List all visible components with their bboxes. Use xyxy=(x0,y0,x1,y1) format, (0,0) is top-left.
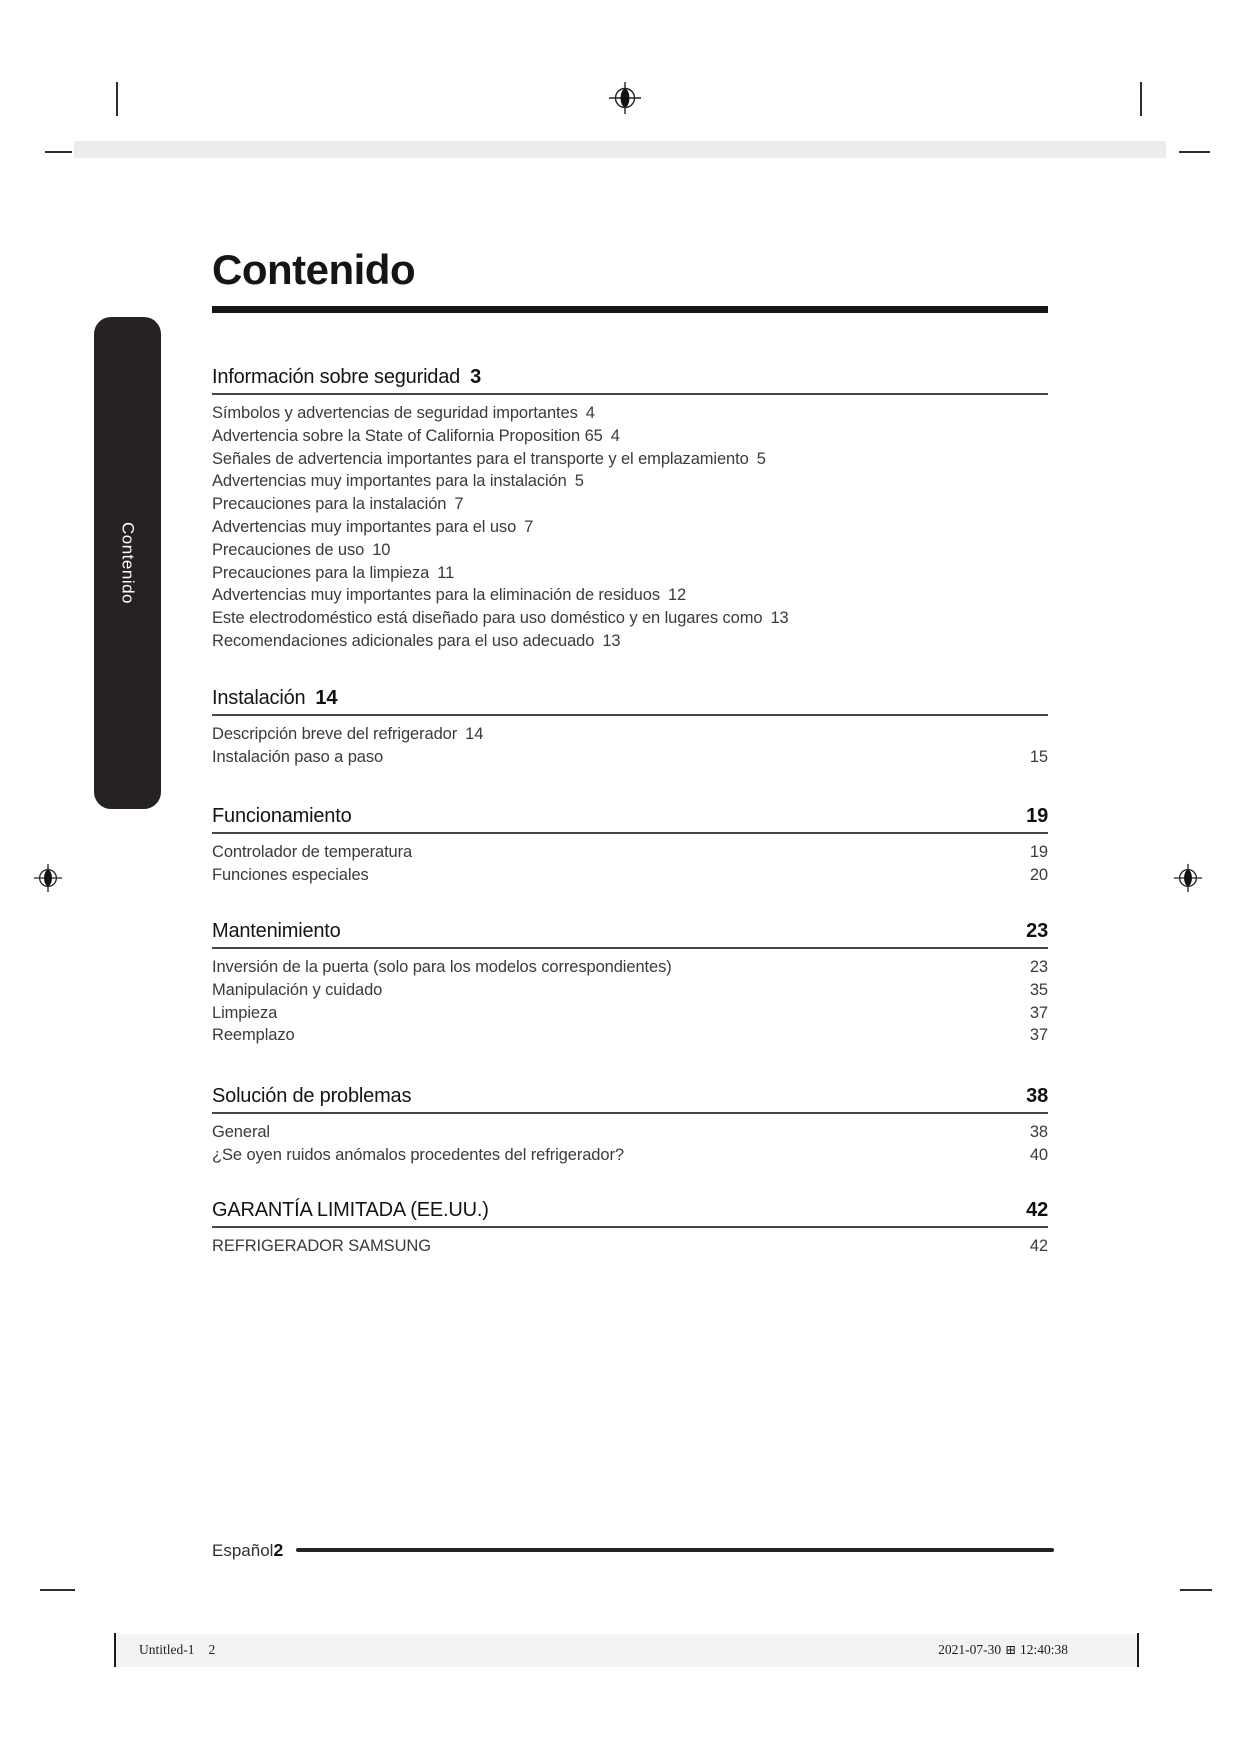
section-rule xyxy=(212,832,1048,834)
section-rule xyxy=(212,1226,1048,1228)
toc-item-label: General xyxy=(212,1123,271,1141)
slug-bar-left xyxy=(114,1633,116,1667)
toc-item-page: 4 xyxy=(610,426,620,445)
toc-item xyxy=(212,1235,1048,1258)
toc-item-page: 13 xyxy=(602,631,621,650)
toc-item xyxy=(212,402,1048,425)
section-heading-page: 23 xyxy=(1026,920,1048,942)
footer-page-number: 2 xyxy=(273,1540,284,1560)
toc-item xyxy=(212,607,1048,630)
section-heading-row xyxy=(212,1197,1048,1223)
toc-item-label: Precauciones para la instalación xyxy=(212,495,447,514)
toc-item-label: REFRIGERADOR SAMSUNG xyxy=(212,1237,431,1255)
toc-item-page: 20 xyxy=(1029,865,1048,884)
toc-item-page: 5 xyxy=(574,472,584,491)
registration-mark-icon xyxy=(608,81,642,115)
toc-item-label: Este electrodoméstico está diseñado para uso doméstico y en lugares como xyxy=(212,609,763,628)
toc-item xyxy=(212,448,1048,471)
toc-item-list xyxy=(212,402,1048,653)
toc-item-label: Advertencias muy importantes para el uso xyxy=(212,517,517,536)
toc-item-page: 11 xyxy=(437,563,455,582)
section-heading-row xyxy=(212,364,1048,390)
toc-section xyxy=(212,1083,1048,1167)
toc-item xyxy=(212,425,1048,448)
toc-section xyxy=(212,364,1048,653)
crop-mark-top-right-dash xyxy=(1179,151,1210,153)
section-heading-page: 19 xyxy=(1026,805,1048,827)
section-heading-row xyxy=(212,1083,1048,1109)
toc-item xyxy=(212,864,1048,887)
toc-item-page: 15 xyxy=(1029,747,1048,766)
toc-item-label: ¿Se oyen ruidos anómalos procedentes del refrigerador? xyxy=(212,1145,624,1164)
toc-item-page: 38 xyxy=(1029,1123,1048,1141)
toc-item-page: 35 xyxy=(1029,980,1048,999)
section-rule xyxy=(212,393,1048,395)
toc-item xyxy=(212,956,1048,979)
slug-doc-page: 2 xyxy=(208,1642,216,1657)
toc-item-page: 19 xyxy=(1029,843,1048,861)
toc-item xyxy=(212,493,1048,516)
crop-mark-top-left-dash xyxy=(45,151,72,153)
toc-item-label: Manipulación y cuidado xyxy=(212,980,383,999)
toc-item-label: Descripción breve del refrigerador xyxy=(212,725,458,743)
toc-item-label: Advertencias muy importantes para la instalación xyxy=(212,472,567,491)
chapter-tab-contenido xyxy=(94,317,161,809)
crop-mark-top-left-vertical xyxy=(116,82,118,116)
toc-item-label: Limpieza xyxy=(212,1003,278,1022)
section-heading: Solución de problemas xyxy=(212,1085,412,1107)
section-heading-page: 42 xyxy=(1026,1199,1048,1221)
toc-item xyxy=(212,1144,1048,1167)
toc-item-label: Reemplazo xyxy=(212,1026,295,1045)
toc-item-list xyxy=(212,1235,1048,1258)
section-heading-page: 3 xyxy=(470,366,482,388)
toc-item-page: 40 xyxy=(1029,1145,1048,1164)
toc-item-page: 5 xyxy=(756,449,766,468)
section-heading-row xyxy=(212,918,1048,944)
section-heading-page: 38 xyxy=(1026,1085,1048,1107)
toc-item-label: Inversión de la puerta (solo para los modelos correspondientes) xyxy=(212,958,672,976)
boxed-glyph-icon: ⊞ xyxy=(1005,1642,1016,1657)
title-rule xyxy=(212,306,1048,313)
toc-item-list xyxy=(212,1121,1048,1167)
section-heading: Información sobre seguridad xyxy=(212,366,461,388)
toc-item-page: 4 xyxy=(585,404,595,422)
toc-item xyxy=(212,562,1048,585)
slug-doc-name: Untitled-1 xyxy=(139,1642,195,1657)
toc-item-label: Advertencias muy importantes para la eliminación de residuos xyxy=(212,586,660,605)
toc-item xyxy=(212,841,1048,864)
toc-item-label: Advertencia sobre la State of California Proposition 65 xyxy=(212,426,603,445)
toc-item xyxy=(212,1024,1048,1047)
section-rule xyxy=(212,1112,1048,1114)
toc-item xyxy=(212,746,1048,769)
chapter-tab-label: Contenido xyxy=(118,521,138,604)
toc-item-label: Funciones especiales xyxy=(212,865,369,884)
toc-item-label: Recomendaciones adicionales para el uso adecuado xyxy=(212,631,595,650)
toc-item-label: Señales de advertencia importantes para el transporte y el emplazamiento xyxy=(212,449,749,468)
slug-bar-right xyxy=(1137,1633,1139,1667)
section-heading-page: 14 xyxy=(315,687,338,709)
toc-item-page: 14 xyxy=(465,725,484,743)
toc-item xyxy=(212,723,1048,746)
toc-item-label: Instalación paso a paso xyxy=(212,747,384,766)
toc-item-page: 13 xyxy=(770,609,789,628)
toc-item-page: 37 xyxy=(1029,1026,1048,1045)
toc-item-list xyxy=(212,723,1048,769)
toc-item-label: Controlador de temperatura xyxy=(212,843,413,861)
toc-item xyxy=(212,584,1048,607)
toc-section xyxy=(212,1197,1048,1258)
toc-item-page: 10 xyxy=(372,540,391,559)
toc-item xyxy=(212,516,1048,539)
slug-document-info xyxy=(139,1642,215,1658)
toc-item-label: Precauciones de uso xyxy=(212,540,365,559)
page-edge-band xyxy=(74,141,1166,158)
toc-item-list xyxy=(212,841,1048,887)
toc-item-label: Precauciones para la limpieza xyxy=(212,563,430,582)
section-heading-row xyxy=(212,685,1048,711)
toc-item-page: 7 xyxy=(524,517,534,536)
toc-item xyxy=(212,539,1048,562)
toc-item xyxy=(212,1002,1048,1025)
footer-language: Español xyxy=(212,1541,274,1560)
toc-section xyxy=(212,803,1048,887)
registration-mark-icon xyxy=(1173,863,1203,893)
toc-item xyxy=(212,630,1048,653)
toc-item-page: 23 xyxy=(1029,958,1048,976)
footer-rule xyxy=(296,1548,1054,1552)
section-heading: Mantenimiento xyxy=(212,920,341,942)
page-title: Contenido xyxy=(212,246,416,293)
toc-item xyxy=(212,470,1048,493)
section-heading: Instalación xyxy=(212,687,306,709)
slug-date: 2021-07-30 xyxy=(938,1642,1002,1657)
section-rule xyxy=(212,947,1048,949)
toc-section xyxy=(212,685,1048,769)
toc-item-page: 7 xyxy=(454,495,464,514)
crop-mark-top-right-vertical xyxy=(1140,82,1142,116)
toc-item-list xyxy=(212,956,1048,1047)
registration-mark-icon xyxy=(33,863,63,893)
toc-item-label: Símbolos y advertencias de seguridad importantes xyxy=(212,404,578,422)
toc-section xyxy=(212,918,1048,1047)
toc-item xyxy=(212,979,1048,1002)
slug-timestamp xyxy=(938,1642,1068,1658)
page-footer xyxy=(212,1536,1052,1564)
section-rule xyxy=(212,714,1048,716)
section-heading-row xyxy=(212,803,1048,829)
slug-time: 12:40:38 xyxy=(1019,1642,1068,1657)
section-heading: Funcionamiento xyxy=(212,805,352,827)
toc-item xyxy=(212,1121,1048,1144)
toc-item-page: 37 xyxy=(1029,1003,1048,1022)
section-heading: GARANTÍA LIMITADA (EE.UU.) xyxy=(212,1199,489,1221)
crop-mark-bottom-left-dash xyxy=(40,1589,75,1591)
crop-mark-bottom-right-dash xyxy=(1180,1589,1212,1591)
toc-item-page: 12 xyxy=(667,586,687,605)
toc-item-page: 42 xyxy=(1029,1237,1048,1255)
